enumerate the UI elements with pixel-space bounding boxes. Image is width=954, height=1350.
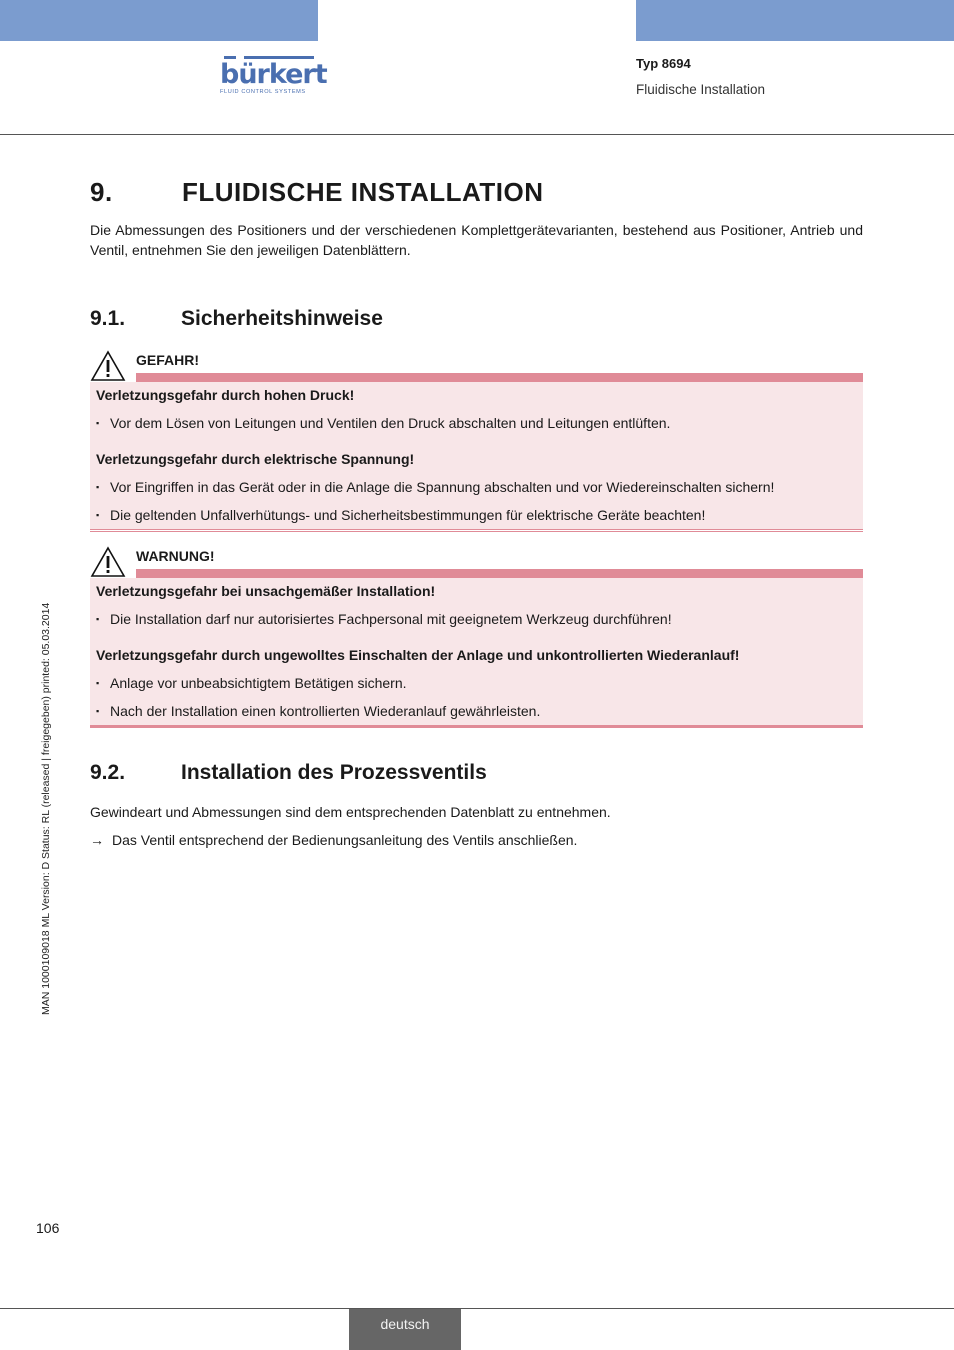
warning-header <box>90 546 863 578</box>
section-heading <box>90 170 863 214</box>
list-item: ▪ Anlage vor unbeabsichtigtem Betätigen sichern. <box>96 673 857 693</box>
header-band-right <box>636 0 954 41</box>
danger-box <box>90 350 863 532</box>
list-item: ▪ Vor dem Lösen von Leitungen und Ventilen den Druck abschalten und Leitungen entlüften. <box>96 413 857 433</box>
danger-header <box>90 350 863 382</box>
header-rule <box>0 134 954 135</box>
footer-rule <box>0 1308 954 1309</box>
danger-heading-pressure: Verletzungsgefahr durch hohen Druck! <box>96 387 355 403</box>
subsection-title-1: Sicherheitshinweise <box>181 307 383 330</box>
section-number: 9. <box>90 177 113 207</box>
warning-heading-installation: Verletzungsgefahr bei unsachgemäßer Installation! <box>96 583 436 599</box>
section-intro: Die Abmessungen des Positioners und der verschiedenen Komplettgerätevarianten, bestehend aus Positioner, Antrieb und Ventil, entnehmen Sie den jeweiligen Datenblättern. <box>90 222 863 258</box>
warning-heading-restart: Verletzungsgefahr durch ungewolltes Einschalten der Anlage und unkontrollierten Wiederanlauf! <box>96 647 740 663</box>
install-instruction <box>90 830 863 850</box>
page-content <box>90 170 863 850</box>
warning-box <box>90 546 863 728</box>
warning-stripe <box>136 569 863 578</box>
warning-list-2 <box>96 673 857 721</box>
side-metadata: MAN 1000109018 ML Version: D Status: RL (released | freigegeben) printed: 05.03.2014 <box>40 602 52 1015</box>
danger-bottom-rule <box>90 529 863 532</box>
page-number: 106 <box>36 1220 60 1236</box>
warning-bottom-rule <box>90 725 863 728</box>
warning-label: WARNUNG! <box>136 548 215 564</box>
logo-text: bürkert <box>220 59 327 90</box>
logo-subtitle: FLUID CONTROL SYSTEMS <box>220 89 306 95</box>
install-instruction-text: Das Ventil entsprechend der Bedienungsanleitung des Ventils anschließen. <box>112 832 578 848</box>
arrow-right-icon: → <box>90 832 104 848</box>
danger-list-2 <box>96 477 857 525</box>
danger-label: GEFAHR! <box>136 352 199 368</box>
danger-list-1 <box>96 413 857 433</box>
danger-heading-voltage: Verletzungsgefahr durch elektrische Spannung! <box>96 451 415 467</box>
warning-body <box>90 578 863 725</box>
section-title: FLUIDISCHE INSTALLATION <box>182 177 544 207</box>
danger-body <box>90 382 863 529</box>
subsection-heading-2 <box>90 758 863 788</box>
list-item: ▪ Vor Eingriffen in das Gerät oder in die Anlage die Spannung abschalten und vor Wiedereinschalten sichern! <box>96 477 857 497</box>
warning-list-1 <box>96 609 857 629</box>
list-item: ▪ Die Installation darf nur autorisiertes Fachpersonal mit geeignetem Werkzeug durchführen! <box>96 609 857 629</box>
subsection-number-1: 9.1. <box>90 307 126 330</box>
warning-triangle-icon <box>90 546 126 578</box>
language-tab: deutsch <box>349 1309 461 1350</box>
install-paragraph: Gewindeart und Abmessungen sind dem entsprechenden Datenblatt zu entnehmen. <box>90 804 611 820</box>
list-item: ▪ Die geltenden Unfallverhütungs- und Sicherheitsbestimmungen für elektrische Geräte beachten! <box>96 505 857 525</box>
header-band-left <box>0 0 318 41</box>
brand-logo <box>220 56 327 95</box>
subsection-title-2: Installation des Prozessventils <box>181 761 487 784</box>
subsection-heading-1 <box>90 304 863 334</box>
doc-type: Typ 8694 <box>636 56 691 71</box>
subsection-number-2: 9.2. <box>90 761 126 784</box>
warning-triangle-icon <box>90 350 126 382</box>
chapter-title: Fluidische Installation <box>636 82 766 97</box>
logo-bars <box>220 56 320 62</box>
list-item: ▪ Nach der Installation einen kontrollierten Wiederanlauf gewährleisten. <box>96 701 857 721</box>
danger-stripe <box>136 373 863 382</box>
